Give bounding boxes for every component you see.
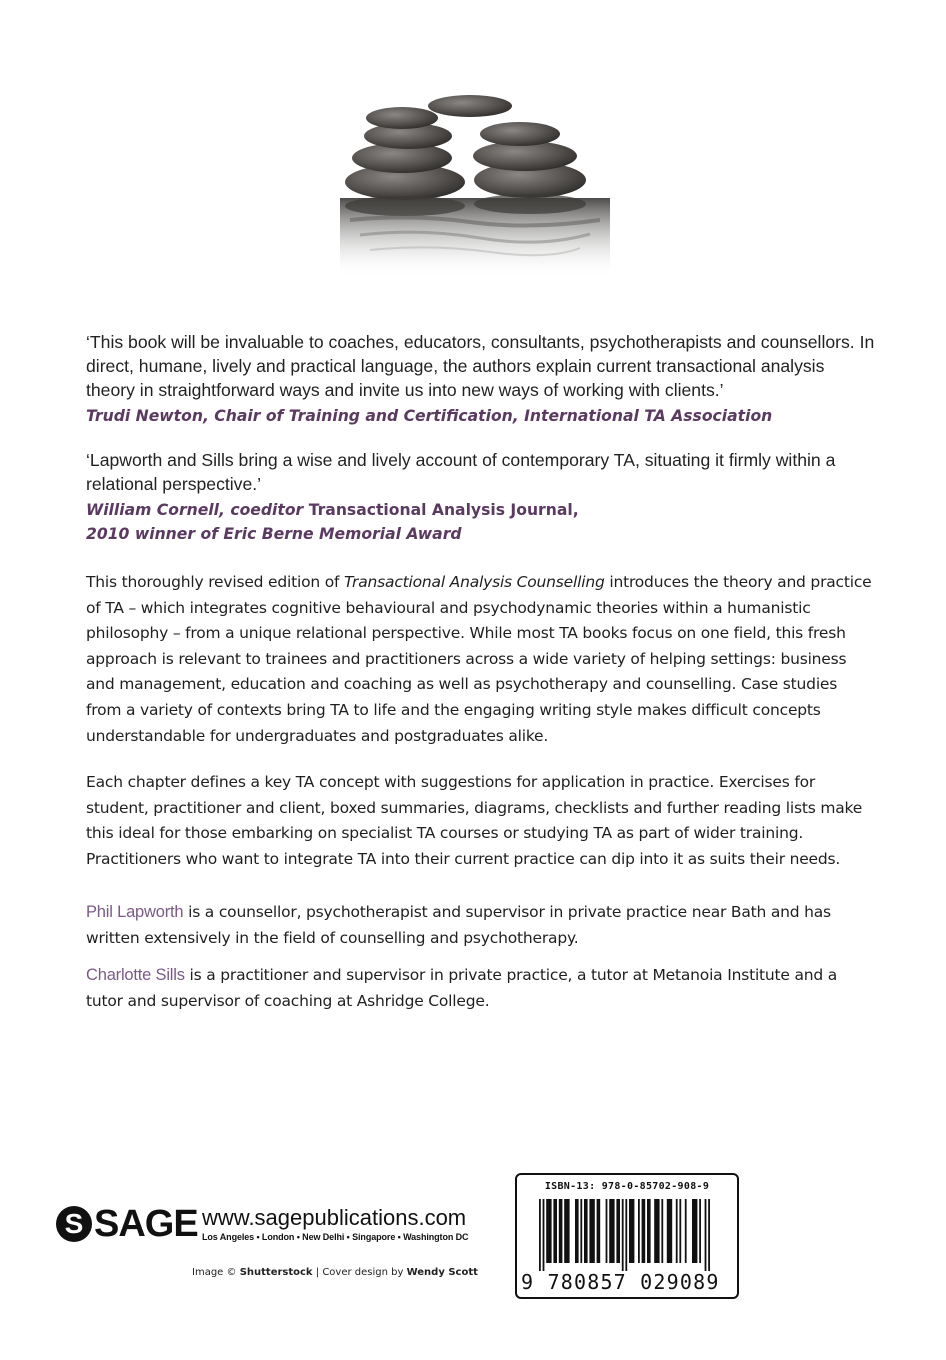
barcode-bar — [661, 1199, 663, 1263]
barcode-bar — [699, 1199, 701, 1263]
endorsement-2-journal: Transactional Analysis Journal, — [308, 501, 579, 519]
barcode-bar — [679, 1199, 681, 1263]
endorsement-1-attribution: Trudi Newton, Chair of Training and Certification, International TA Association — [86, 407, 773, 425]
endorsement-1-text: ‘This book will be invaluable to coaches, educators, consultants, psychotherapists and counsellors. In direct, humane, lively and practical language, the authors explain current transactional analysis theory in straightforward ways and invite us into new ways of working with clients.’ — [86, 332, 875, 400]
barcode-bar — [580, 1199, 582, 1263]
endorsement-2-text: ‘Lapworth and Sills bring a wise and lively account of contemporary TA, situating it firmly within a relational perspective.’ — [86, 450, 836, 494]
barcode-bar — [638, 1199, 640, 1263]
sage-logo — [56, 1202, 198, 1246]
description-paragraph-2: Each chapter defines a key TA concept with suggestions for application in practice. Exercises for student, practitioner and client, boxed summaries, diagrams, checklists and further reading lists make this ideal for those embarking on specialist TA courses or studying TA as part of wider training. Practitioners who want to integrate TA into their current practice can dip into it as suits their needs. — [86, 773, 863, 868]
barcode-bar — [575, 1199, 579, 1263]
credits-image-label: Image © — [192, 1267, 240, 1278]
barcode-bar — [654, 1199, 659, 1263]
credits-designer: Wendy Scott — [406, 1267, 478, 1278]
description-book-title: Transactional Analysis Counselling — [343, 573, 605, 591]
publisher-url[interactable]: www.sagepublications.com — [202, 1205, 467, 1230]
isbn-barcode — [515, 1173, 739, 1299]
barcode-bar — [543, 1199, 545, 1271]
barcode-bar — [642, 1199, 646, 1263]
isbn-label: ISBN-13: 978-0-85702-908-9 — [544, 1181, 710, 1192]
credits-design-label: Cover design by — [322, 1267, 407, 1278]
barcode-bar — [629, 1199, 634, 1263]
barcode-bar — [692, 1199, 697, 1263]
barcode-bar — [616, 1199, 620, 1263]
credits-image-source: Shutterstock — [239, 1267, 313, 1278]
description-paragraph-1 — [86, 570, 876, 749]
author-bio-2 — [86, 963, 876, 1014]
author-name-2: Charlotte Sills — [86, 966, 185, 984]
barcode-bar — [589, 1199, 594, 1263]
sage-logo-mark-icon: S — [56, 1206, 92, 1242]
description-p1-post: introduces the theory and practice of TA – which integrates cognitive behavioural and psychodynamic theories within a humanistic philosophy – from a unique relational perspective. While most TA books focus on one field, this fresh approach is relevant to trainees and practitioners across a wide variety of helping settings: business and management, education and coaching as well as psychotherapy and counselling. Case studies from a variety of contexts bring TA to life and the engaging writing style makes difficult concepts understandable for undergraduates and postgraduates alike. — [86, 573, 872, 745]
endorsement-2-award: 2010 winner of Eric Berne Memorial Award — [86, 525, 462, 543]
sage-logo-wordmark: SAGE — [94, 1203, 198, 1245]
barcode-bar — [553, 1199, 557, 1263]
author-name-1: Phil Lapworth — [86, 903, 184, 921]
barcode-bar — [609, 1199, 614, 1263]
barcode-bar — [705, 1199, 707, 1271]
endorsement-1 — [86, 330, 876, 428]
barcode-bar — [622, 1199, 624, 1271]
barcode-bar — [685, 1199, 687, 1263]
barcode-bar — [606, 1199, 608, 1263]
barcode-bar — [708, 1199, 710, 1271]
barcode-bar — [546, 1199, 551, 1263]
author-bio-2-text: is a practitioner and supervisor in private practice, a tutor at Metanoia Institute and a tutor and supervisor of coaching at Ashridge College. — [86, 966, 838, 1010]
barcode-bar — [667, 1199, 672, 1263]
barcode-bar — [539, 1199, 541, 1271]
image-credits — [192, 1266, 478, 1280]
barcode-bar — [559, 1199, 563, 1263]
author-bio-1 — [86, 900, 876, 951]
barcode-bar — [676, 1199, 678, 1263]
publisher-cities: Los Angeles • London • New Delhi • Singapore • Washington DC — [202, 1232, 469, 1242]
endorsement-2 — [86, 448, 876, 546]
barcode-bar — [647, 1199, 651, 1263]
endorsement-2-attribution-name: William Cornell, coeditor — [86, 501, 304, 519]
credits-separator: | — [312, 1267, 323, 1278]
barcode-bar — [625, 1199, 627, 1271]
barcode-bar — [597, 1199, 601, 1263]
description-p1-pre: This thoroughly revised edition of — [86, 573, 344, 591]
author-bio-1-text: is a counsellor, psychotherapist and supervisor in private practice near Bath and has written extensively in the field of counselling and psychotherapy. — [86, 903, 831, 947]
barcode-bar — [584, 1199, 588, 1263]
endorsement-2-attribution — [86, 498, 876, 546]
barcode-bars — [539, 1199, 715, 1271]
barcode-digits: 9 780857 029089 — [521, 1270, 720, 1294]
barcode-bar — [564, 1199, 569, 1263]
stacked-stones-image — [330, 80, 620, 310]
